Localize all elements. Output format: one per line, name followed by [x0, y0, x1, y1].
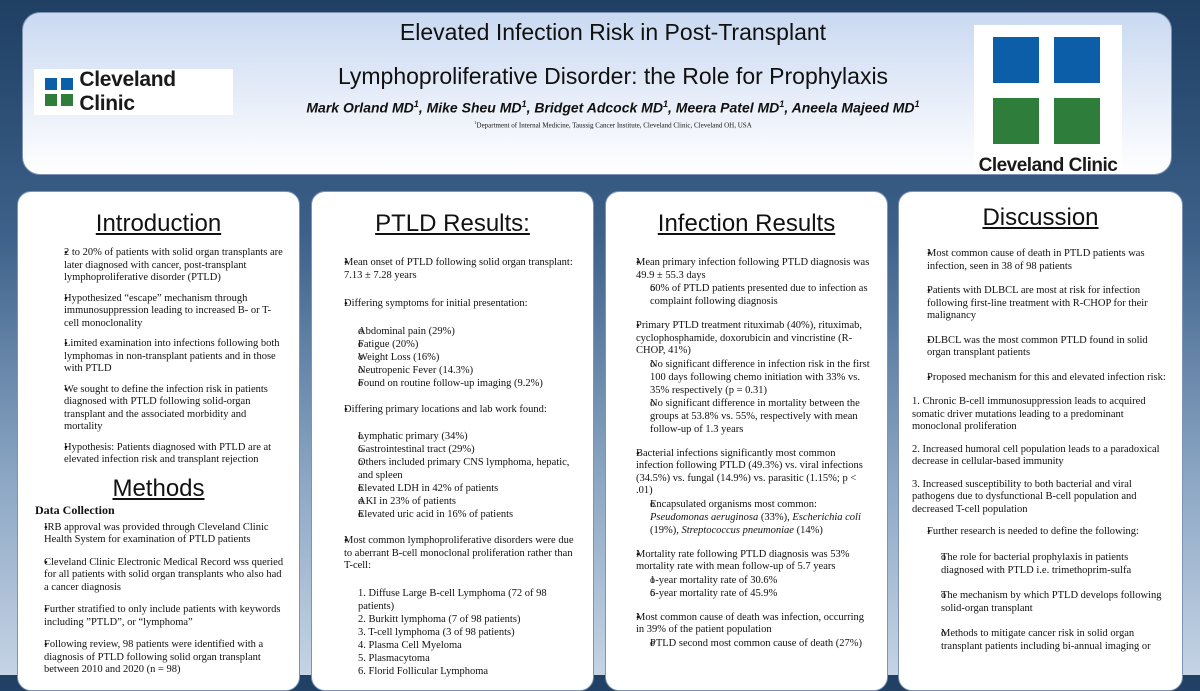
list-item: • Mean primary infection following PTLD diagnosis was 49.9 ± 55.3 days o 60% of PTLD patients presented due to infection as complaint following diagnosis	[622, 257, 873, 308]
list-item: • Hypothesized “escape” mechanism through immunosuppression leading to increased B- or T-cell monoclonality	[46, 293, 285, 331]
sub-item: 1. Diffuse Large B-cell Lymphoma (72 of 98 patients)	[358, 587, 547, 612]
list-item: • Following review, 98 patients were identified with a diagnosis of PTLD following solid organ transplant between 2010 and 2020 (n = 98)	[28, 639, 285, 677]
sub-item: o Lymphatic primary (34%)	[344, 430, 579, 443]
list-item: • Proposed mechanism for this and elevated infection risk:	[913, 372, 1170, 385]
list-item: • Mean onset of PTLD following solid organ transplant: 7.13 ± 7.28 years	[328, 257, 579, 282]
panel-infection-results	[605, 191, 888, 691]
list-item: • IRB approval was provided through Cleveland Clinic Health System for examination of PTLD patients	[28, 522, 285, 547]
sub-item: o Methods to mitigate cancer risk in solid organ transplant patients including bi-annual imaging or	[927, 627, 1170, 653]
infection-results-heading: Infection Results	[657, 210, 836, 237]
discussion-heading: Discussion	[982, 204, 1099, 231]
methods-list	[28, 522, 285, 677]
author: Meera Patel MD	[675, 99, 780, 116]
list-item: • Most common cause of death was infection, occurring in 39% of the patient population o PTLD second most common cause of death (27%)	[622, 612, 873, 650]
logo-left-text: Cleveland Clinic	[79, 68, 176, 115]
poster-title-line2: Lymphoproliferative Disorder: the Role for Prophylaxis	[337, 63, 889, 89]
mechanism-point: 3. Increased susceptibility to both bacterial and viral pathogens due to dysfunctional B-cell population and decreased T-cell population	[912, 478, 1137, 515]
cleveland-clinic-logo-right	[974, 25, 1122, 175]
panel-ptld-results	[311, 191, 594, 691]
clinic-cross-icon	[45, 78, 72, 106]
author-list: Mark Orland $MD^1$, Mike Sheu $MD^1$, Bridget Adcock $MD^1$, Meera Patel $MD^1$, Aneela Majeed $MD^1$	[306, 99, 920, 116]
poster-header	[22, 12, 1172, 175]
symptom-list	[344, 325, 579, 390]
panel-discussion	[898, 191, 1183, 691]
sub-item: 5. Plasmacytoma	[358, 652, 430, 664]
sub-item: o Elevated LDH in 42% of patients	[344, 482, 579, 495]
sub-item: o The mechanism by which PTLD develops following solid-organ transplant	[927, 589, 1170, 615]
sub-item: o 6-year mortality rate of 45.9%	[636, 587, 873, 600]
list-item: • Limited examination into infections following both lymphomas in non-transplant patients and in those with PTLD	[46, 338, 285, 376]
list-item: • Differing primary locations and lab work found: o Lymphatic primary (34%) o Gastrointestinal tract (29%) o Others included primary CNS lymphoma, hepatic, and spleen o Elevated LDH in 42% of patients o AKI in 23% of patients o Elevated uric acid in 16% of patients	[328, 404, 579, 522]
data-collection-subheading: Data Collection	[35, 502, 115, 517]
sub-item: 3. T-cell lymphoma (3 of 98 patients)	[358, 626, 515, 638]
location-list	[344, 430, 579, 521]
author: Mark Orland MD	[306, 99, 414, 116]
list-item: • 2 to 20% of patients with solid organ transplants are later diagnosed with cancer, post-transplant lymphoproliferative disorder (PTLD)	[46, 247, 285, 285]
lymphoma-type-list	[344, 587, 579, 678]
list-item: • Further research is needed to define the following: o The role for bacterial prophylaxis in patients diagnosed with PTLD i.e. trimethoprim-sulfa o The mechanism by which PTLD develops following solid-organ transplant o Methods to mitigate cancer risk in solid organ transplant patients including bi-annual imaging or	[913, 526, 1170, 653]
sub-item: o Neutropenic Fever (14.3%)	[344, 364, 579, 377]
list-item: • DLBCL was the most common PTLD found in solid organ transplant patients	[913, 335, 1170, 360]
poster-title-line1: Elevated Infection Risk in Post-Transplant	[399, 19, 827, 45]
sub-item: o No significant difference in mortality between the groups at 53.8% vs. 55%, respectively with mean follow-up of 1.3 years	[636, 397, 873, 436]
infection-list	[622, 257, 873, 650]
introduction-list	[46, 247, 285, 467]
clinic-cross-icon	[993, 37, 1100, 144]
sub-item: o Others included primary CNS lymphoma, hepatic, and spleen	[344, 456, 579, 482]
author: Bridget Adcock MD	[534, 99, 663, 116]
author: Mike Sheu MD	[426, 99, 522, 116]
ptld-results-heading: PTLD Results:	[375, 210, 530, 237]
author: Aneela Majeed MD	[791, 99, 915, 116]
list-item: • Most common cause of death in PTLD patients was infection, seen in 38 of 98 patients	[913, 248, 1170, 273]
sub-item: o The role for bacterial prophylaxis in patients diagnosed with PTLD i.e. trimethoprim-sulfa	[927, 551, 1170, 577]
mechanism-points	[912, 396, 1170, 516]
list-item: • Further stratified to only include patients with keywords including ”PTLD”, or “lymphoma”	[28, 604, 285, 629]
sub-item: o 1-year mortality rate of 30.6%	[636, 574, 873, 587]
sub-item: o Elevated uric acid in 16% of patients	[344, 508, 579, 521]
list-item: • Most common lymphoproliferative disorders were due to aberrant B-cell monoclonal proliferation rather than T-cell: 1. Diffuse Large B-cell Lymphoma (72 of 98 patients) 2. Burkitt lymphoma (7 of 98 patients) 3. T-cell lymphoma (3 of 98 patients) 4. Plasma Cell Myeloma 5. Plasmacytoma 6. Florid Follicular Lymphoma	[328, 535, 579, 678]
list-item: • Mortality rate following PTLD diagnosis was 53% mortality rate with mean follow-up of 5.7 years o 1-year mortality rate of 30.6% o 6-year mortality rate of 45.9%	[622, 549, 873, 600]
mechanism-point: 1. Chronic B-cell immunosuppression leads to acquired somatic driver mutations leading to a predominant monoclonal proliferation	[912, 396, 1146, 432]
sub-item: o PTLD second most common cause of death (27%)	[636, 637, 873, 650]
affiliation: $^1$Department of Internal Medicine, Taussig Cancer Institute, Cleveland Clinic, Cleveland OH, USA	[474, 120, 752, 130]
sub-item: o No significant difference in infection risk in the first 100 days following chemo initiation with 33% vs. 35% respectively (p = 0.31)	[636, 358, 873, 397]
ptld-list	[328, 257, 579, 678]
list-item: • Differing symptoms for initial presentation: o Abdominal pain (29%) o Fatigue (20%) o Weight Loss (16%) o Neutropenic Fever (14.3%) o Found on routine follow-up imaging (9.2%)	[328, 298, 579, 390]
sub-item: 2. Burkitt lymphoma (7 of 98 patients)	[358, 613, 521, 625]
list-item: • Hypothesis: Patients diagnosed with PTLD are at elevated infection risk and transplant rejection	[46, 442, 285, 467]
list-item: • Bacterial infections significantly most common infection following PTLD (49.3%) vs. viral infections (34.5%) vs. fungal (14.9%) vs. parasitic (1.15%; p < .01) o Encapsulated organisms most common: Pseudomonas aeruginosa (33%), Escherichia coli (19%), Streptococcus pneumoniae (14%)	[622, 448, 873, 537]
sub-item: o Encapsulated organisms most common: Pseudomonas aeruginosa (33%), Escherichia coli (19%), Streptococcus pneumoniae (14%)	[636, 498, 873, 537]
sub-item: o AKI in 23% of patients	[344, 495, 579, 508]
discussion-list	[913, 248, 1170, 384]
cleveland-clinic-logo-left	[34, 69, 233, 115]
sub-item: 6. Florid Follicular Lymphoma	[358, 665, 489, 677]
sub-item: o Weight Loss (16%)	[344, 351, 579, 364]
methods-heading: Methods	[112, 474, 205, 502]
logo-right-text: Cleveland Clinic	[978, 155, 1118, 175]
list-item: • We sought to define the infection risk in patients diagnosed with PTLD following solid-organ transplant and the associated morbidity and mortality	[46, 384, 285, 434]
sub-item: o Fatigue (20%)	[344, 338, 579, 351]
panel-introduction-methods	[17, 191, 300, 691]
mechanism-point: 2. Increased humoral cell population leads to a paradoxical decrease in cellular-based immunity	[912, 443, 1160, 467]
sub-item: o Found on routine follow-up imaging (9.2%)	[344, 377, 579, 390]
sub-item: o Gastrointestinal tract (29%)	[344, 443, 579, 456]
list-item: • Patients with DLBCL are most at risk for infection following first-line treatment with R-CHOP for their malignancy	[913, 285, 1170, 323]
sub-item: o 60% of PTLD patients presented due to infection as complaint following diagnosis	[636, 282, 873, 308]
introduction-heading: Introduction	[95, 210, 222, 237]
list-item: • Cleveland Clinic Electronic Medical Record wss queried for all patients with solid organ transplants who also had a cancer diagnosis	[28, 557, 285, 595]
research-list	[913, 526, 1170, 653]
sub-item: 4. Plasma Cell Myeloma	[358, 639, 462, 651]
sub-item: o Abdominal pain (29%)	[344, 325, 579, 338]
list-item: • Primary PTLD treatment rituximab (40%), rituximab, cyclophosphamide, doxorubicin and vincristine (R-CHOP, 41%) o No significant difference in infection risk in the first 100 days following chemo initiation with 33% vs. 35% respectively (p = 0.31) o No significant difference in mortality between the groups at 53.8% vs. 55%, respectively with mean follow-up of 1.3 years	[622, 320, 873, 436]
